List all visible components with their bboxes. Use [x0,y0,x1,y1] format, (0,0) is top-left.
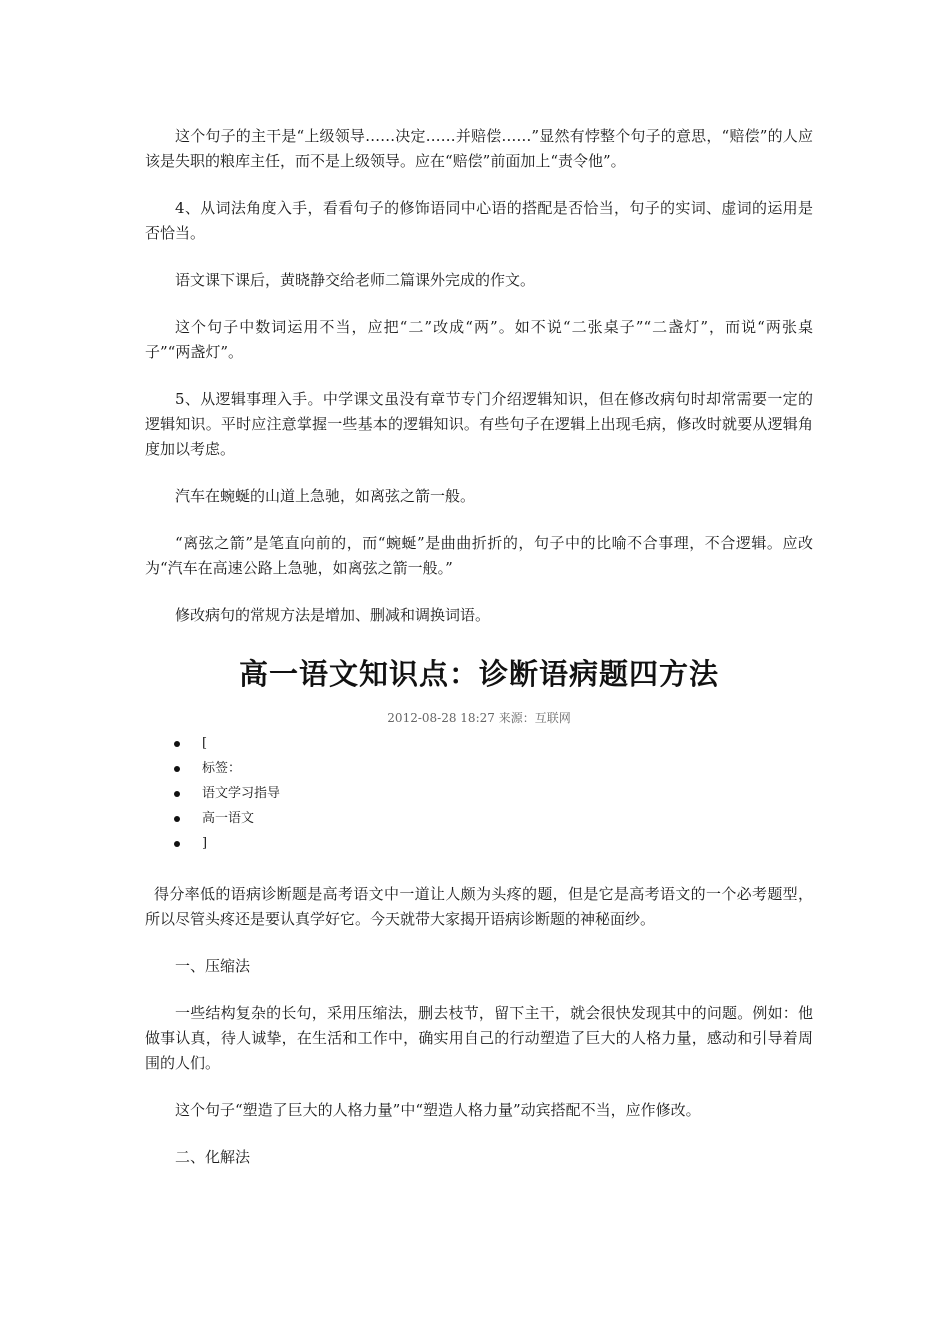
tag-list-item [145,831,813,856]
bullet-icon [174,741,180,747]
tag-list [145,731,813,856]
section-heading: 一、压缩法 [175,957,251,975]
paragraph: 得分率低的语病诊断题是高考语文中一道让人颇为头疼的题，但是它是高考语文的一个必考题型，所以尽管头疼还是要认真学好它。今天就带大家揭开语病诊断题的神秘面纱。 [145,885,813,928]
tag-list-item [145,756,813,781]
paragraph: 这个句子中数词运用不当，应把“二”改成“两”。如不说“二张桌子”“二盏灯”，而说“两张桌子”“两盏灯”。 [145,318,813,361]
tag-list-item[interactable] [145,806,813,831]
paragraph: 5、从逻辑事理入手。中学课文虽没有章节专门介绍逻辑知识，但在修改病句时却常需要一定的逻辑知识。平时应注意掌握一些基本的逻辑知识。有些句子在逻辑上出现毛病，修改时就要从逻辑角度加以考虑。 [145,390,813,458]
paragraph: “离弦之箭”是笔直向前的，而“蜿蜒”是曲曲折折的，句子中的比喻不合事理，不合逻辑。应改为“汽车在高速公路上急驰，如离弦之箭一般。” [145,534,813,577]
tag-list-item [145,731,813,756]
paragraph: 语文课下课后，黄晓静交给老师二篇课外完成的作文。 [175,271,536,289]
bullet-icon [174,816,180,822]
tag-text: [ [202,736,208,751]
tag-text: ] [202,836,208,851]
article-title: 高一语文知识点：诊断语病题四方法 [238,657,719,691]
paragraph: 修改病句的常规方法是增加、删减和调换词语。 [175,606,491,624]
paragraph: 这个句子“塑造了巨大的人格力量”中“塑造人格力量”动宾搭配不当，应作修改。 [175,1101,701,1119]
tag-link[interactable]: 语文学习指导 [202,786,281,801]
tag-list-item[interactable] [145,781,813,806]
paragraph: 这个句子的主干是“上级领导……决定……并赔偿……”显然有悖整个句子的意思，“赔偿”的人应该是失职的粮库主任，而不是上级领导。应在“赔偿”前面加上“责令他”。 [145,127,813,170]
document-content [145,124,813,1192]
bullet-icon [174,791,180,797]
paragraph: 一些结构复杂的长句，采用压缩法，删去枝节，留下主干，就会很快发现其中的问题。例如：他做事认真，待人诚挚，在生活和工作中，确实用自己的行动塑造了巨大的人格力量，感动和引导着周围的人们。 [145,1004,813,1072]
paragraph: 4、从词法角度入手，看看句子的修饰语同中心语的搭配是否恰当，句子的实词、虚词的运用是否恰当。 [145,199,813,242]
bullet-icon [174,841,180,847]
tag-text: 标签： [202,761,242,776]
tag-link[interactable]: 高一语文 [202,811,255,826]
section-heading: 二、化解法 [175,1148,251,1166]
bullet-icon [174,766,180,772]
paragraph: 汽车在蜿蜒的山道上急驰，如离弦之箭一般。 [175,487,476,505]
article-meta: 2012-08-28 18:27 来源：互联网 [387,711,571,725]
